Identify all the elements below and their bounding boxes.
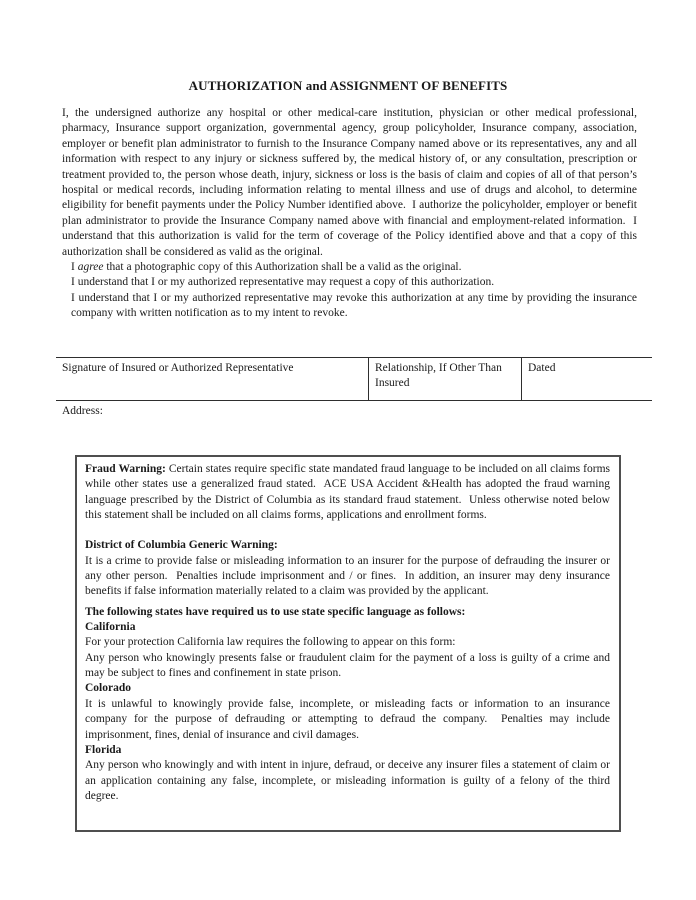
document-title: AUTHORIZATION and ASSIGNMENT OF BENEFITS xyxy=(188,78,508,93)
states-heading: The following states have required us to use state specific language as follows: xyxy=(85,605,466,618)
signature-field-cell[interactable] xyxy=(56,358,368,400)
fraud-warning-box xyxy=(75,455,621,832)
california-intro: For your protection California law requires the following to appear on this form: xyxy=(85,636,456,649)
statement-revoke: I understand that I or my authorized representative may revoke this authorization at any time by providing the insurance company with written notification as to my intent to revoke. xyxy=(71,291,640,320)
address-label: Address: xyxy=(62,405,103,417)
statement-photocopy-agree-word: agree xyxy=(77,261,104,274)
authorization-paragraph: I, the undersigned authorize any hospital or other medical-care institution, physician or other medical professional, pharmacy, Insurance support organization, governmental agency, group policyholder, Insurance company, association, employer or benefit plan administrator to furnish to the Insurance Company named above or its representatives, any and all information with respect to any injury or sickness suffered by, the medical history of, or any consultation, prescription or treatment provided to, the person whose death, injury, sickness or loss is the basis of claim and copies of all of that person’s hospital or medical records, including information relating to mental illness and use of drugs and alcohol, to determine eligibility for benefit payments under the Policy Number identified above. I authorize the policyholder, employer or benefit plan administrator to provide the Insurance Company named above with financial and employment-related information. I understand that this authorization is valid for the term of coverage of the Policy identified above and that a copy of this authorization shall be considered as valid as the original. xyxy=(62,107,640,258)
colorado-heading: Colorado xyxy=(85,682,131,695)
fraud-warning-text: Certain states require specific state mandated fraud language to be included on all claims forms while other states use a generalized fraud stated. ACE USA Accident &Health has adopted the fraud warning language prescribed by the District of Columbia as its standard fraud statement. Unless otherwise noted below this statement shall be included on all claims forms, applications and enrollment forms. xyxy=(85,463,613,522)
california-text: Any person who knowingly presents false or fraudulent claim for the payment of a loss is guilty of a crime and may be subject to fines and confinement in state prison. xyxy=(85,651,613,680)
dated-field-label: Dated xyxy=(528,362,556,374)
signature-header-row xyxy=(56,357,652,401)
fraud-warning-paragraph xyxy=(85,462,613,523)
colorado-text: It is unlawful to knowingly provide false, incomplete, or misleading facts or information to an insurance company for the purpose of defrauding or attempting to defraud the company. Penalties may include imprisonment, fines, denial of insurance and civil damages. xyxy=(85,697,613,741)
dc-warning-heading: District of Columbia Generic Warning: xyxy=(85,539,278,552)
california-heading: California xyxy=(85,621,136,634)
statement-photocopy xyxy=(62,260,637,275)
spacer xyxy=(85,523,610,538)
address-fill-area[interactable] xyxy=(103,404,652,419)
relationship-field-cell[interactable] xyxy=(368,358,522,400)
fraud-warning-label: Fraud Warning: xyxy=(85,463,166,475)
signature-table xyxy=(56,357,652,419)
statement-photocopy-prefix: I xyxy=(71,261,78,274)
signature-field-label: Signature of Insured or Authorized Representative xyxy=(62,362,294,374)
relationship-field-label: Relationship, If Other Than Insured xyxy=(375,362,502,390)
dc-warning-text: It is a crime to provide false or misleading information to an insurer for the purpose of defrauding the insurer or any other person. Penalties include imprisonment and / or fines. In addition, an insurer may deny insurance benefits if false information materially related to a claim was provided by the applicant. xyxy=(85,554,613,598)
address-row xyxy=(56,401,652,419)
florida-heading: Florida xyxy=(85,743,122,756)
florida-text: Any person who knowingly and with intent in injure, defraud, or deceive any insurer files a statement of claim or an application containing any false, incomplete, or misleading information is guilty of a felony of the third degree. xyxy=(85,759,613,802)
statement-photocopy-suffix: that a photographic copy of this Authorization shall be a valid as the original. xyxy=(103,261,462,274)
dated-field-cell[interactable] xyxy=(522,358,652,400)
statement-request-copy: I understand that I or my authorized representative may request a copy of this authorization. xyxy=(71,276,495,289)
authorization-section xyxy=(62,106,640,322)
